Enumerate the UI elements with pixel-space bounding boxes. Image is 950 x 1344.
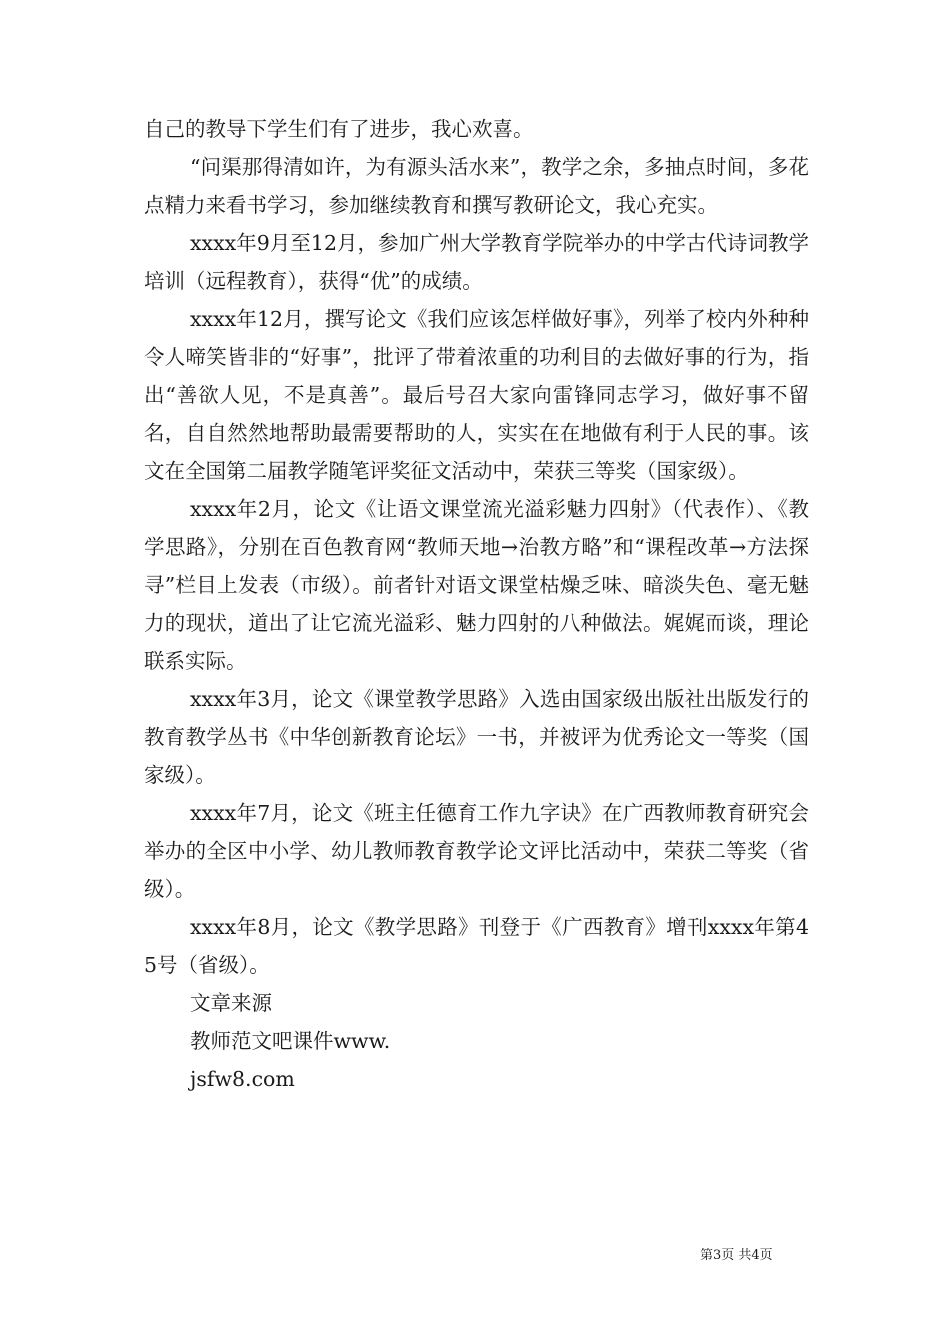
paragraph-7: xxxx年7月，论文《班主任德育工作九字诀》在广西教师教育研究会举办的全区中小学、幼儿教师教育教学论文评比活动中，荣获二等奖（省级）。 [144,801,809,901]
source-site-domain: jsfw8.com [190,1067,295,1091]
document-body [144,110,809,1098]
source-site-name: 教师范文吧课件www. [190,1029,391,1053]
paragraph-5: xxxx年2月，论文《让语文课堂流光溢彩魅力四射》（代表作）、《教学思路》，分别在百色教育网“教师天地→治教方略”和“课程改革→方法探寻”栏目上发表（市级）。前者针对语文课堂枯燥乏味、暗淡失色、毫无魅力的现状，道出了让它流光溢彩、魅力四射的八种做法。娓娓而谈，理论联系实际。 [144,497,809,673]
page-number-footer: 第3页 共4页 [700,1248,773,1263]
paragraph-4: xxxx年12月，撰写论文《我们应该怎样做好事》，列举了校内外种种令人啼笑皆非的“好事”，批评了带着浓重的功利目的去做好事的行为，指出“善欲人见，不是真善”。最后号召大家向雷锋同志学习，做好事不留名，自自然然地帮助最需要帮助的人，实实在在地做有利于人民的事。该文在全国第二届教学随笔评奖征文活动中，荣获三等奖（国家级）。 [144,307,809,483]
paragraph-1: 自己的教导下学生们有了进步，我心欢喜。 [144,117,534,141]
paragraph-3: xxxx年9月至12月，参加广州大学教育学院举办的中学古代诗词教学培训（远程教育），获得“优”的成绩。 [144,231,809,293]
source-label: 文章来源 [190,991,272,1015]
paragraph-2: “问渠那得清如许，为有源头活水来”，教学之余，多抽点时间，多花点精力来看书学习，参加继续教育和撰写教研论文，我心充实。 [144,155,809,217]
paragraph-6: xxxx年3月，论文《课堂教学思路》入选由国家级出版社出版发行的教育教学丛书《中华创新教育论坛》一书，并被评为优秀论文一等奖（国家级）。 [144,687,809,787]
paragraph-8: xxxx年8月，论文《教学思路》刊登于《广西教育》增刊xxxx年第45号（省级）。 [144,915,809,977]
